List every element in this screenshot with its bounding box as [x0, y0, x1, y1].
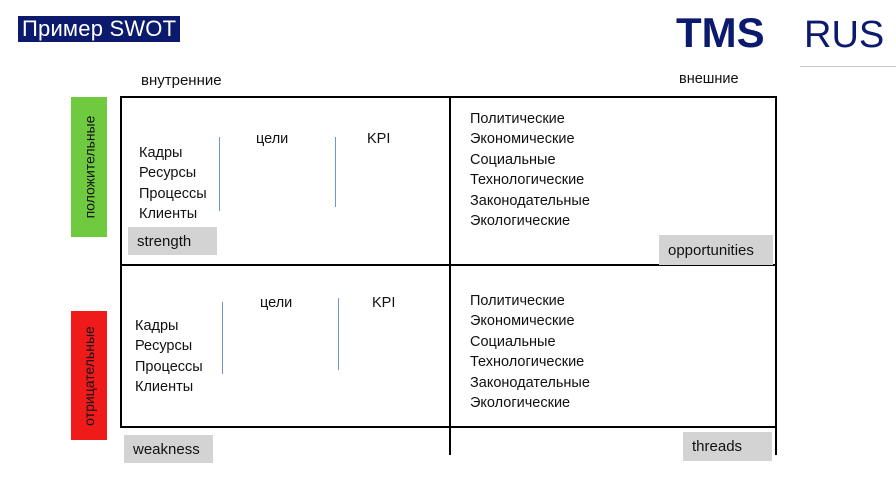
- list-item: Технологические: [470, 354, 585, 371]
- weakness-divider-2: [338, 298, 339, 370]
- threats-tag: threads: [683, 432, 772, 461]
- list-item: Ресурсы: [139, 165, 197, 182]
- list-item: Законодательные: [470, 374, 590, 391]
- weakness-divider-1: [222, 302, 223, 374]
- row-negative-label: [71, 311, 107, 440]
- list-item: Экономические: [470, 131, 575, 148]
- list-item: Экономические: [470, 313, 575, 330]
- tms-rus-logo: [676, 10, 886, 54]
- strength-goals-heading: цели: [256, 131, 289, 147]
- list-item: Процессы: [139, 185, 207, 202]
- weakness-kpi-heading: KPI: [372, 295, 396, 311]
- opportunities-tag: opportunities: [659, 235, 773, 265]
- grid-center-line: [449, 96, 451, 455]
- strength-divider-2: [335, 137, 336, 207]
- axis-internal-label: внутренние: [141, 72, 222, 89]
- logo-underline: [800, 66, 896, 67]
- list-item: Кадры: [139, 145, 183, 161]
- list-item: Ресурсы: [135, 338, 193, 355]
- list-item: Социальные: [470, 333, 556, 350]
- grid-right-line: [775, 96, 777, 455]
- list-item: Процессы: [135, 358, 203, 375]
- strength-items: [139, 143, 207, 225]
- list-item: Экологические: [470, 395, 571, 412]
- weakness-goals-heading: цели: [260, 295, 293, 311]
- weakness-items: [135, 316, 203, 398]
- strength-kpi-heading: KPI: [367, 131, 391, 147]
- list-item: Технологические: [470, 172, 585, 189]
- logo-text-light: RUS: [804, 14, 885, 54]
- page-title: Пример SWOT: [18, 16, 180, 42]
- list-item: Политические: [470, 111, 565, 127]
- grid-left-line: [120, 96, 122, 428]
- list-item: Кадры: [135, 318, 179, 334]
- weakness-tag: weakness: [124, 435, 213, 463]
- row-negative-text: отрицательные: [81, 325, 97, 426]
- logo-text-bold: TMS: [676, 10, 765, 54]
- axis-external-label: внешние: [679, 71, 739, 87]
- list-item: Законодательные: [470, 192, 590, 209]
- strength-tag: strength: [128, 227, 217, 255]
- list-item: Социальные: [470, 151, 556, 168]
- list-item: Клиенты: [139, 206, 198, 223]
- list-item: Политические: [470, 293, 565, 309]
- opportunities-items: [470, 109, 590, 231]
- row-positive-text: положительные: [81, 115, 98, 219]
- list-item: Клиенты: [135, 379, 194, 396]
- threats-items: [470, 291, 590, 413]
- strength-divider-1: [219, 137, 220, 211]
- row-positive-label: [71, 97, 107, 237]
- list-item: Экологические: [470, 213, 571, 230]
